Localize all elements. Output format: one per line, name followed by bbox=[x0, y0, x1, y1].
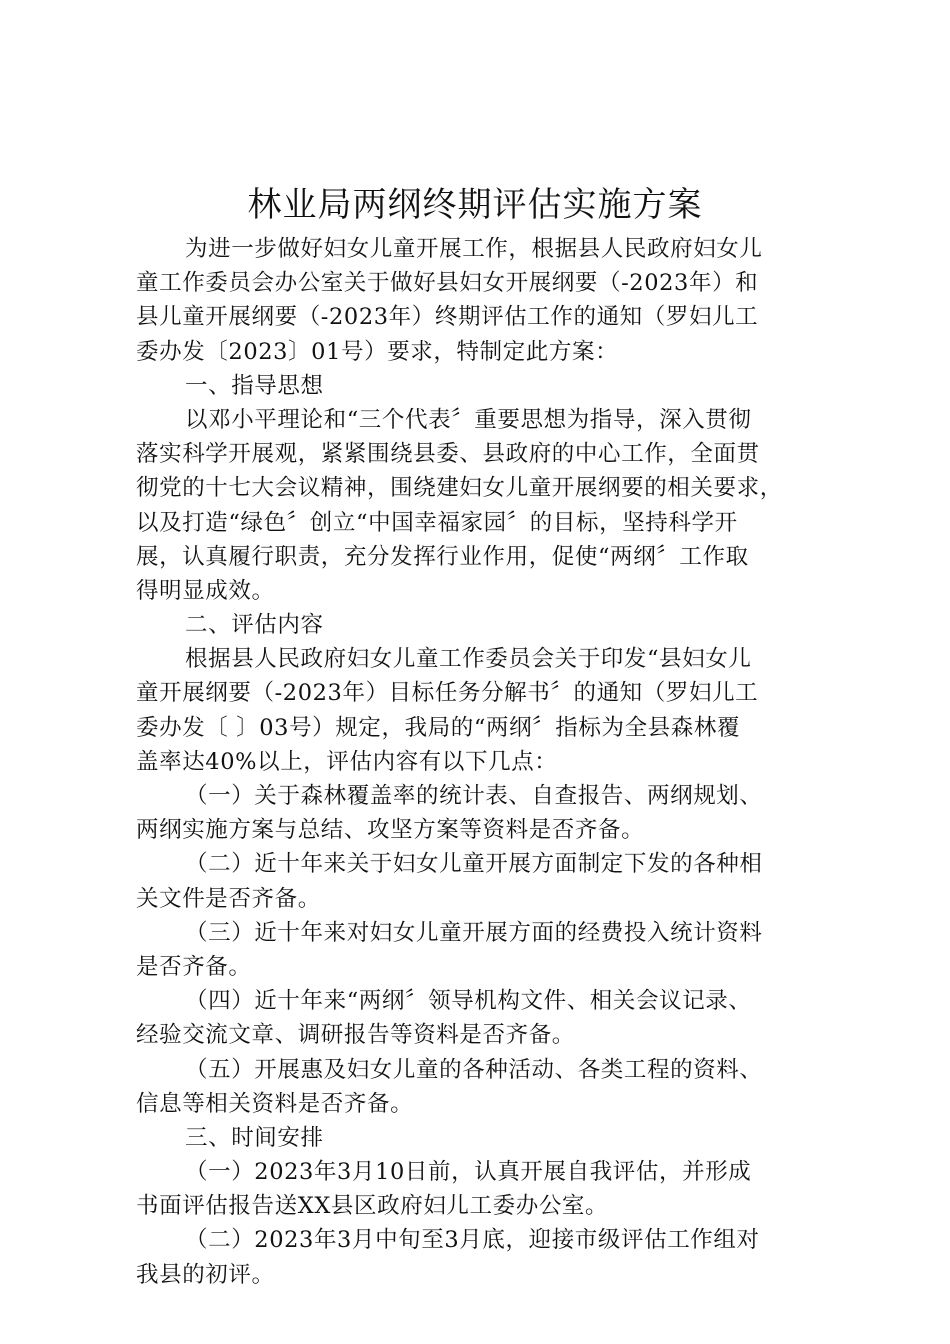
document-title: 林业局两纲终期评估实施方案 bbox=[247, 185, 703, 225]
text-line: （一）2023年3月10日前，认真开展自我评估，并形成 bbox=[185, 1159, 752, 1186]
text-line: 童开展纲要（-2023年）目标任务分解书〞的通知（罗妇儿工 bbox=[136, 680, 759, 707]
text-line: 二、评估内容 bbox=[185, 612, 324, 639]
text-line: （四）近十年来“两纲〞领导机构文件、相关会议记录、 bbox=[185, 988, 752, 1015]
text-line: 关文件是否齐备。 bbox=[136, 885, 321, 912]
text-line: 展，认真履行职责，充分发挥行业作用，促使“两纲〞工作取 bbox=[136, 543, 749, 570]
text-line: （二）2023年3月中旬至3月底，迎接市级评估工作组对 bbox=[185, 1227, 760, 1254]
text-line: 为进一步做好妇女儿童开展工作，根据县人民政府妇女儿 bbox=[185, 236, 763, 262]
text-line: （二）近十年来关于妇女儿童开展方面制定下发的各种相 bbox=[185, 851, 763, 878]
text-line: 委办发〔2023〕01号）要求，特制定此方案： bbox=[136, 338, 619, 365]
text-line: 盖率达40%以上，评估内容有以下几点： bbox=[136, 748, 558, 775]
text-line: 我县的初评。 bbox=[136, 1261, 275, 1288]
text-line: 彻党的十七大会议精神，围绕建妇女儿童开展纲要的相关要求， bbox=[136, 475, 783, 502]
text-line: 是否齐备。 bbox=[136, 953, 252, 980]
text-line: 委办发〔 〕03号）规定，我局的“两纲〞指标为全县森林覆 bbox=[136, 714, 741, 741]
text-line: 两纲实施方案与总结、攻坚方案等资料是否齐备。 bbox=[136, 817, 645, 844]
text-line: 以及打造“绿色〞创立“中国幸福家园〞的目标，坚持科学开 bbox=[136, 509, 738, 536]
text-line: （一）关于森林覆盖率的统计表、自查报告、两纲规划、 bbox=[185, 783, 763, 809]
text-line: 经验交流文章、调研报告等资料是否齐备。 bbox=[136, 1022, 575, 1049]
text-line: 信息等相关资料是否齐备。 bbox=[136, 1090, 414, 1117]
text-line: 三、时间安排 bbox=[185, 1124, 324, 1151]
text-line: 一、指导思想 bbox=[185, 372, 324, 399]
document-body bbox=[136, 232, 826, 1292]
text-line: 根据县人民政府妇女儿童工作委员会关于印发“县妇女儿 bbox=[185, 646, 752, 673]
text-line: 书面评估报告送XX县区政府妇儿工委办公室。 bbox=[136, 1193, 609, 1220]
text-line: 以邓小平理论和“三个代表〞重要思想为指导，深入贯彻 bbox=[185, 406, 752, 433]
text-line: 落实科学开展观，紧紧围绕县委、县政府的中心工作，全面贯 bbox=[136, 441, 760, 468]
text-line: 县儿童开展纲要（-2023年）终期评估工作的通知（罗妇儿工 bbox=[136, 304, 759, 331]
text-line: 得明显成效。 bbox=[136, 577, 275, 604]
text-line: （三）近十年来对妇女儿童开展方面的经费投入统计资料 bbox=[185, 919, 763, 946]
text-line: （五）开展惠及妇女儿童的各种活动、各类工程的资料、 bbox=[185, 1056, 763, 1083]
text-line: 童工作委员会办公室关于做好县妇女开展纲要（-2023年）和 bbox=[136, 270, 759, 297]
